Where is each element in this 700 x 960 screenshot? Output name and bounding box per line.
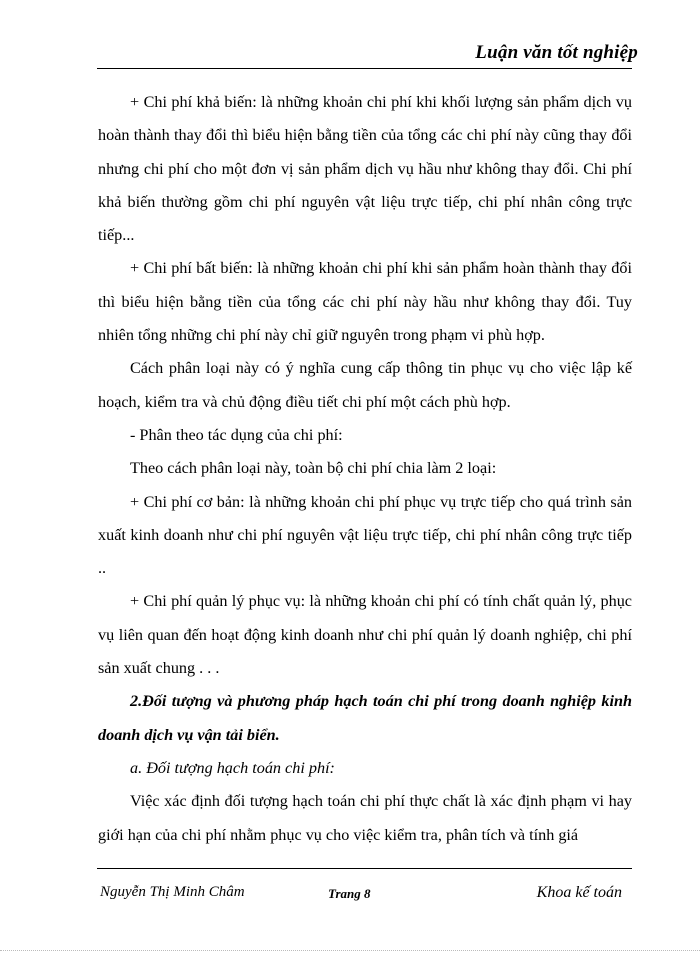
subsection-heading: a. Đối tượng hạch toán chi phí:: [130, 758, 335, 777]
paragraph-management-cost: + Chi phí quản lý phục vụ: là những khoản chi phí có tính chất quản lý, phục vụ liên quan đến hoạt động kinh doanh như chi phí quản lý doanh nghiệp, chi phí sản xuất chung . . .: [98, 592, 632, 678]
footer-department: Khoa kế toán: [536, 884, 622, 901]
paragraph-cost-object: Việc xác định đối tượng hạch toán chi phí thực chất là xác định phạm vi hay giới hạn của chi phí nhằm phục vụ cho việc kiểm tra, phân tích và tính giá: [98, 792, 632, 844]
header-title: Luận văn tốt nghiệp: [475, 42, 638, 63]
section-heading: 2.Đối tượng và phương pháp hạch toán chi phí trong doanh nghiệp kinh doanh dịch vụ vận tải biển.: [98, 692, 632, 744]
paragraph-by-effect: - Phân theo tác dụng của chi phí:: [130, 425, 343, 444]
footer-author: Nguyễn Thị Minh Châm: [100, 884, 245, 900]
page-bottom-border: [0, 950, 700, 951]
document-body: [98, 86, 632, 852]
header-rule: [97, 68, 632, 69]
paragraph-basic-cost: + Chi phí cơ bản: là những khoản chi phí phục vụ trực tiếp cho quá trình sản xuất kinh doanh như chi phí nguyên vật liệu trực tiếp, chi phí nhân công trực tiếp ..: [98, 492, 632, 578]
footer-rule: [97, 868, 632, 869]
footer-page-number: Trang 8: [328, 886, 371, 901]
paragraph-two-types: Theo cách phân loại này, toàn bộ chi phí chia làm 2 loại:: [130, 459, 497, 478]
paragraph-classification-meaning: Cách phân loại này có ý nghĩa cung cấp thông tin phục vụ cho việc lập kế hoạch, kiểm tra và chủ động điều tiết chi phí một cách phù hợp.: [98, 359, 632, 411]
paragraph-fixed-cost: + Chi phí bất biến: là những khoản chi phí khi sản phẩm hoàn thành thay đổi thì biểu hiện bằng tiền của tổng các chi phí này hầu như không thay đổi. Tuy nhiên tổng những chi phí này chỉ giữ nguyên trong phạm vi phù hợp.: [98, 259, 632, 345]
paragraph-variable-cost: + Chi phí khả biến: là những khoản chi phí khi khối lượng sản phẩm dịch vụ hoàn thành thay đổi thì biểu hiện bằng tiền của tổng các chi phí này cũng thay đổi nhưng chi phí cho một đơn vị sản phẩm dịch vụ hầu như không thay đổi. Chi phí khả biến thường gồm chi phí nguyên vật liệu trực tiếp, chi phí nhân công trực tiếp...: [98, 93, 632, 245]
